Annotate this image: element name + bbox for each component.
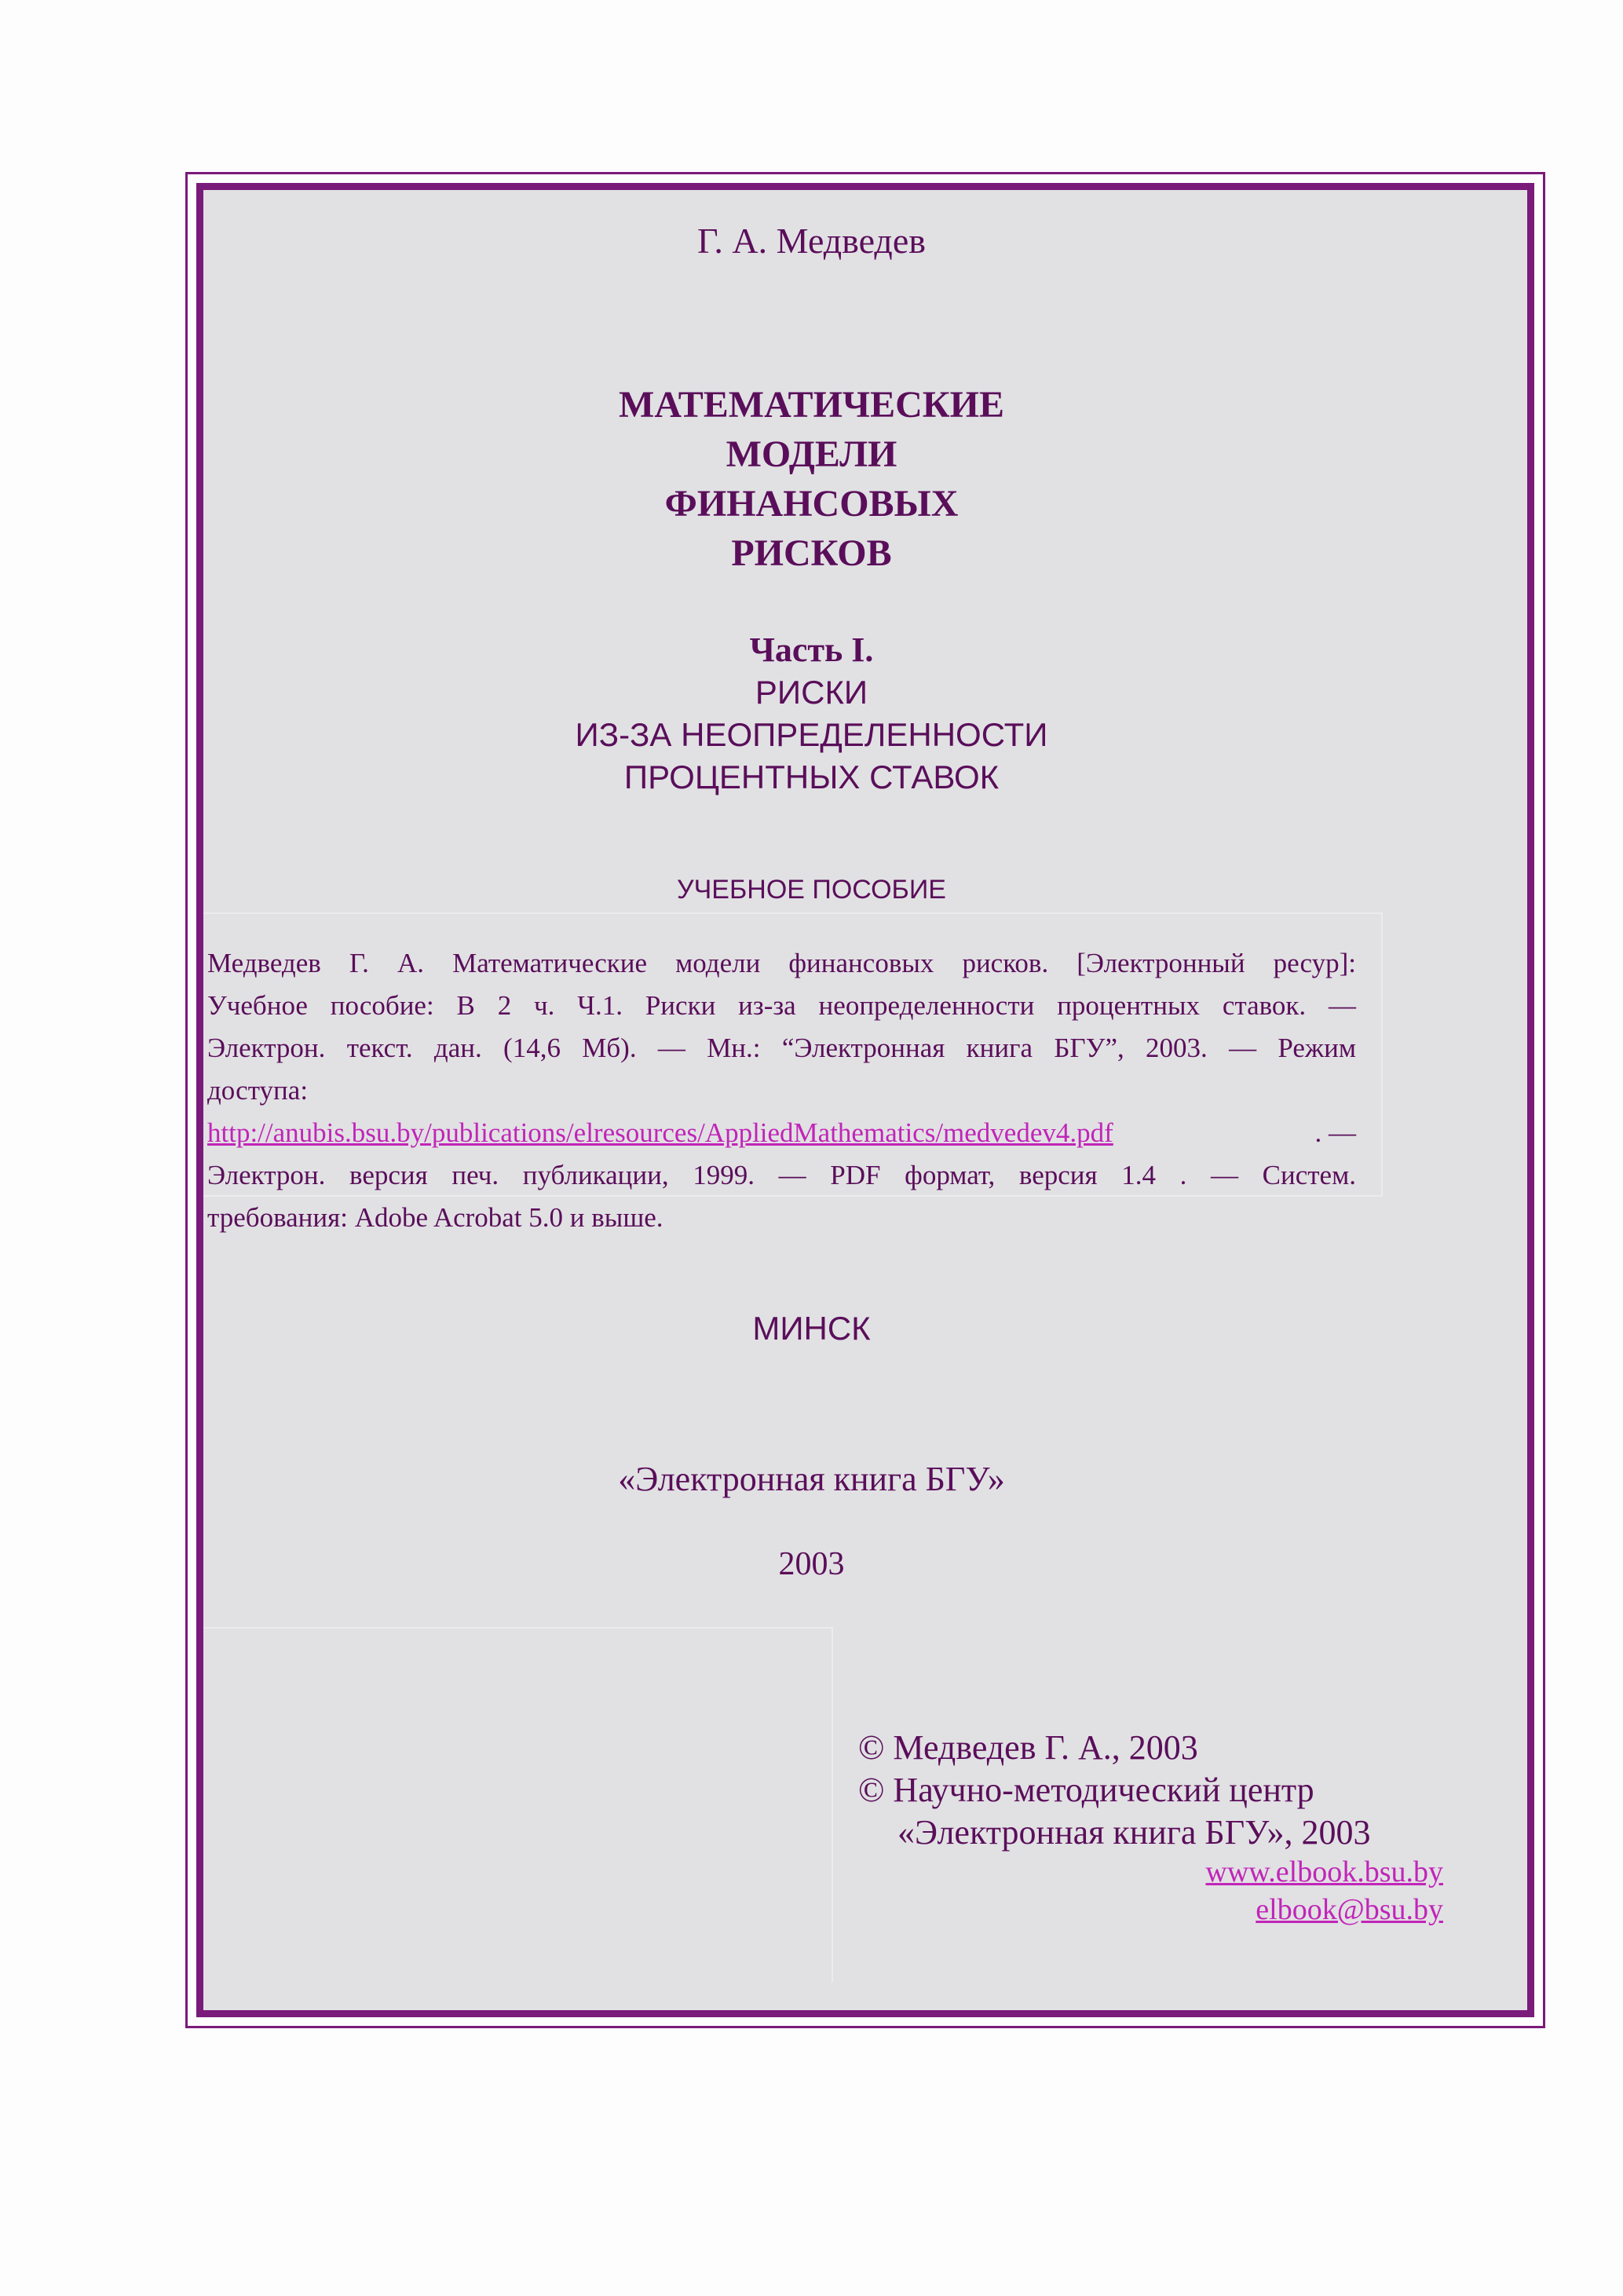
bib-url-line [207,1112,1356,1154]
bib-line: требования: Adobe Acrobat 5.0 и выше. [207,1202,663,1233]
part-label: Часть I. [749,631,874,669]
panel-seam [203,912,1383,914]
panel-seam [832,1627,833,1982]
bib-line: Электрон. версия печ. публикации, 1999. — PDF формат, версия 1.4 . — Систем. [207,1160,1356,1190]
publication-url-link[interactable]: http://anubis.bsu.by/publications/elresources/AppliedMathematics/medvedev4.pdf [207,1117,1113,1148]
book-title-line: ФИНАНСОВЫХ [664,483,959,525]
copyright-center-name: «Электронная книга БГУ», 2003 [897,1813,1371,1852]
part-subtitle-line: ИЗ-ЗА НЕОПРЕДЕЛЕННОСТИ [575,716,1048,753]
book-title-line: МАТЕМАТИЧЕСКИЕ [619,384,1004,426]
website-link[interactable]: www.elbook.bsu.by [1205,1855,1443,1888]
panel-seam [1381,912,1383,1197]
publication-year: 2003 [778,1546,845,1582]
bib-line: Медведев Г. А. Математические модели финансовых рисков. [Электронный ресур]: [207,948,1356,978]
email-link[interactable]: elbook@bsu.by [1256,1893,1443,1926]
author-name: Г. А. Медведев [697,221,926,261]
city: МИНСК [752,1310,871,1347]
bib-url-tail: . — [1314,1117,1356,1148]
bib-line: Электрон. текст. дан. (14,6 Мб). — Мн.: “Электронная книга БГУ”, 2003. — Режим [207,1033,1356,1063]
part-subtitle-line: ПРОЦЕНТНЫХ СТАВОК [623,759,1000,795]
bibliographic-record [207,942,1356,1239]
bib-line: доступа: [207,1075,309,1106]
publisher: «Электронная книга БГУ» [618,1460,1005,1498]
copyright-center: © Научно-методический центр [858,1771,1314,1809]
copyright-author: © Медведев Г. А., 2003 [858,1728,1198,1767]
book-title-line: МОДЕЛИ [726,433,897,475]
edition-type: УЧЕБНОЕ ПОСОБИЕ [677,875,946,905]
bib-line: Учебное пособие: В 2 ч. Ч.1. Риски из-за неопределенности процентных ставок. — [207,990,1356,1021]
book-title-line: РИСКОВ [731,532,892,574]
panel-seam [203,1627,833,1629]
part-subtitle-line: РИСКИ [755,674,868,711]
